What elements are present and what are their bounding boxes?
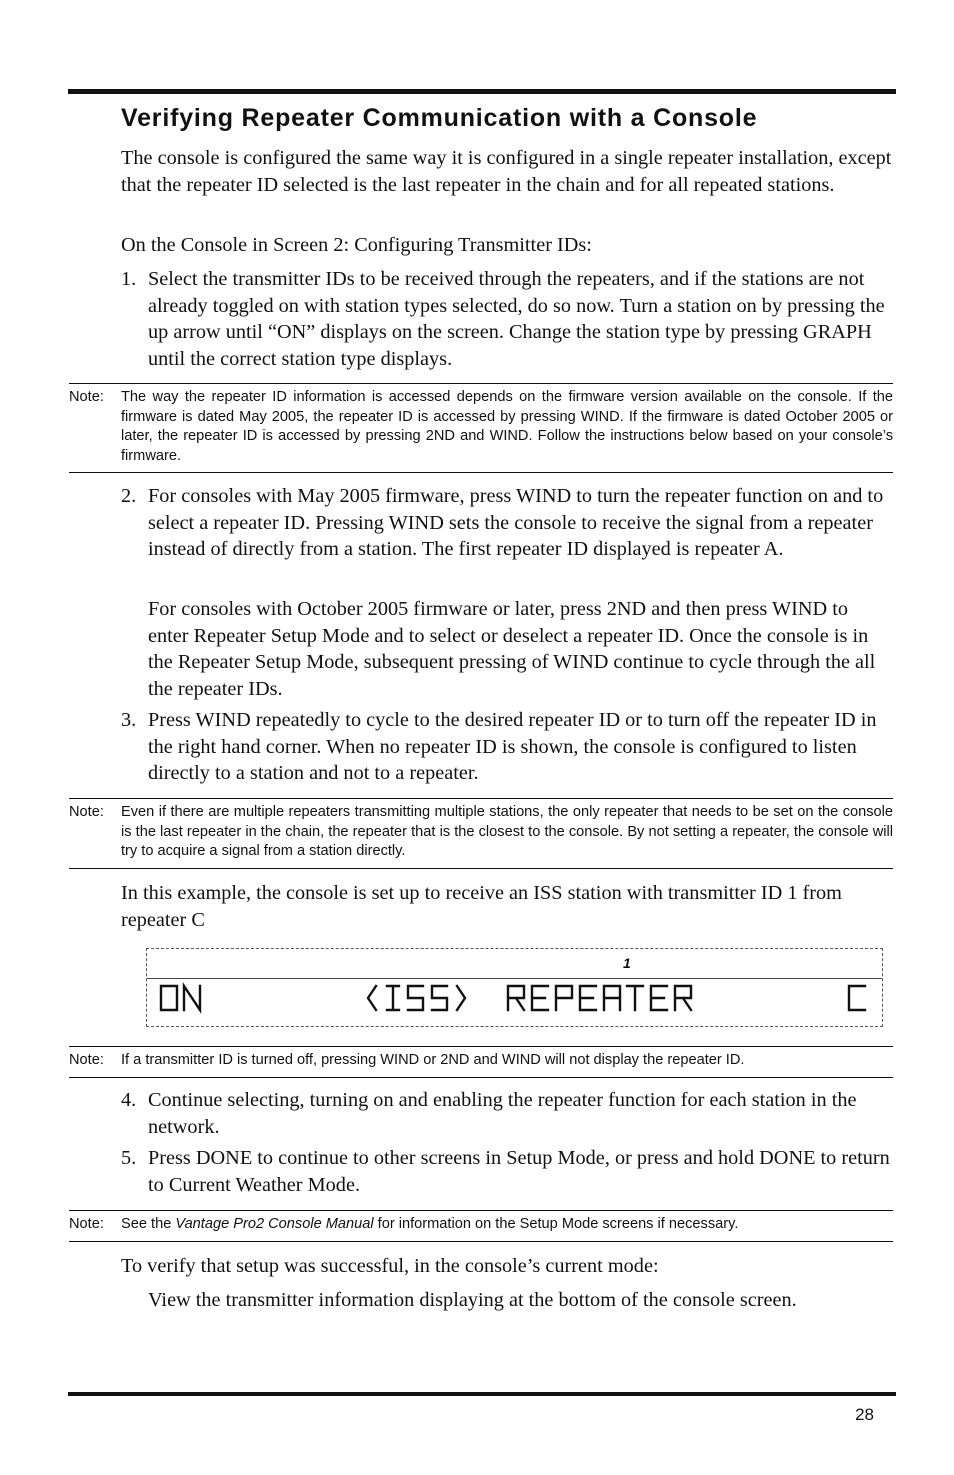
note-label: Note: bbox=[69, 1216, 104, 1232]
section-heading: Verifying Repeater Communication with a Console bbox=[121, 104, 758, 132]
step-4 bbox=[121, 1087, 896, 1140]
page-number: 28 bbox=[855, 1405, 874, 1424]
intro-paragraph: The console is configured the same way it is configured in a single repeater installation, except that the repeater ID selected is the last repeater in the chain and for all repeated stations. bbox=[121, 147, 892, 196]
note-label: Note: bbox=[69, 804, 104, 820]
console-lcd-display bbox=[146, 948, 883, 1027]
step-2 bbox=[121, 483, 896, 563]
note-text bbox=[121, 1215, 893, 1235]
manual-title: Vantage Pro2 Console Manual bbox=[175, 1216, 374, 1232]
note-multiple-repeaters bbox=[69, 798, 893, 869]
note-text: Even if there are multiple repeaters transmitting multiple stations, the only repeater that needs to be set on the console is the last repeater in the chain, the repeater that is the closest to the console. By not setting a repeater, the console will try to acquire a signal from a station directly. bbox=[121, 804, 893, 859]
example-paragraph: In this example, the console is set up to receive an ISS station with transmitter ID 1 from repeater C bbox=[121, 882, 842, 931]
step-number: 2. bbox=[121, 485, 137, 507]
step-5 bbox=[121, 1145, 896, 1198]
top-rule bbox=[68, 89, 896, 94]
step-number: 4. bbox=[121, 1089, 137, 1111]
note-label: Note: bbox=[69, 389, 104, 405]
step-2-october-paragraph: For consoles with October 2005 firmware or later, press 2ND and then press WIND to enter Repeater Setup Mode and to select or deselect a repeater ID. Once the console is in the Repeater Setup Mode, subsequent pressing of WIND continue to cycle through the all the repeater IDs. bbox=[148, 598, 876, 700]
note-label: Note: bbox=[69, 1052, 104, 1068]
step-number: 1. bbox=[121, 268, 137, 290]
step-1 bbox=[121, 266, 896, 372]
verify-step: View the transmitter information displaying at the bottom of the console screen. bbox=[148, 1289, 797, 1311]
note-console-manual bbox=[69, 1210, 893, 1242]
lcd-transmitter-id: 1 bbox=[623, 955, 631, 971]
note-text-pre: See the bbox=[121, 1216, 176, 1232]
note-firmware bbox=[69, 383, 893, 473]
note-text-post: for information on the Setup Mode screens if necessary. bbox=[373, 1216, 739, 1232]
note-text: If a transmitter ID is turned off, pressing WIND or 2ND and WIND will not display the repeater ID. bbox=[121, 1052, 745, 1068]
on-console-paragraph: On the Console in Screen 2: Configuring Transmitter IDs: bbox=[121, 234, 592, 256]
step-number: 3. bbox=[121, 709, 137, 731]
step-text: Select the transmitter IDs to be received through the repeaters, and if the stations are not already toggled on with station types selected, do so now. Turn a station on by pressing the up arrow until “ON” displays on the screen. Change the station type by pressing GRAPH until the correct station type displays. bbox=[148, 268, 885, 370]
note-text: The way the repeater ID information is accessed depends on the firmware version available on the console. If the firmware is dated May 2005, the repeater ID is accessed by pressing WIND. If the firmware is dated October 2005 or later, the repeater ID is accessed by pressing 2ND and WIND. Follow the instructions below based on your console’s firmware. bbox=[121, 389, 893, 464]
step-text: Press WIND repeatedly to cycle to the desired repeater ID or to turn off the repeater ID in the right hand corner. When no repeater ID is shown, the console is configured to listen directly to a station and not to a repeater. bbox=[148, 709, 877, 784]
step-3 bbox=[121, 707, 896, 787]
step-text: Press DONE to continue to other screens in Setup Mode, or press and hold DONE to return to Current Weather Mode. bbox=[148, 1147, 890, 1196]
note-transmitter-off bbox=[69, 1046, 893, 1078]
lcd-segment-text bbox=[147, 949, 884, 1028]
bottom-rule bbox=[68, 1392, 896, 1396]
step-text: Continue selecting, turning on and enabling the repeater function for each station in the network. bbox=[148, 1089, 857, 1138]
verify-paragraph: To verify that setup was successful, in the console’s current mode: bbox=[121, 1255, 659, 1277]
step-number: 5. bbox=[121, 1147, 137, 1169]
step-text: For consoles with May 2005 firmware, press WIND to turn the repeater function on and to select a repeater ID. Pressing WIND sets the console to receive the signal from a repeater instead of directly from a station. The first repeater ID displayed is repeater A. bbox=[148, 485, 884, 560]
